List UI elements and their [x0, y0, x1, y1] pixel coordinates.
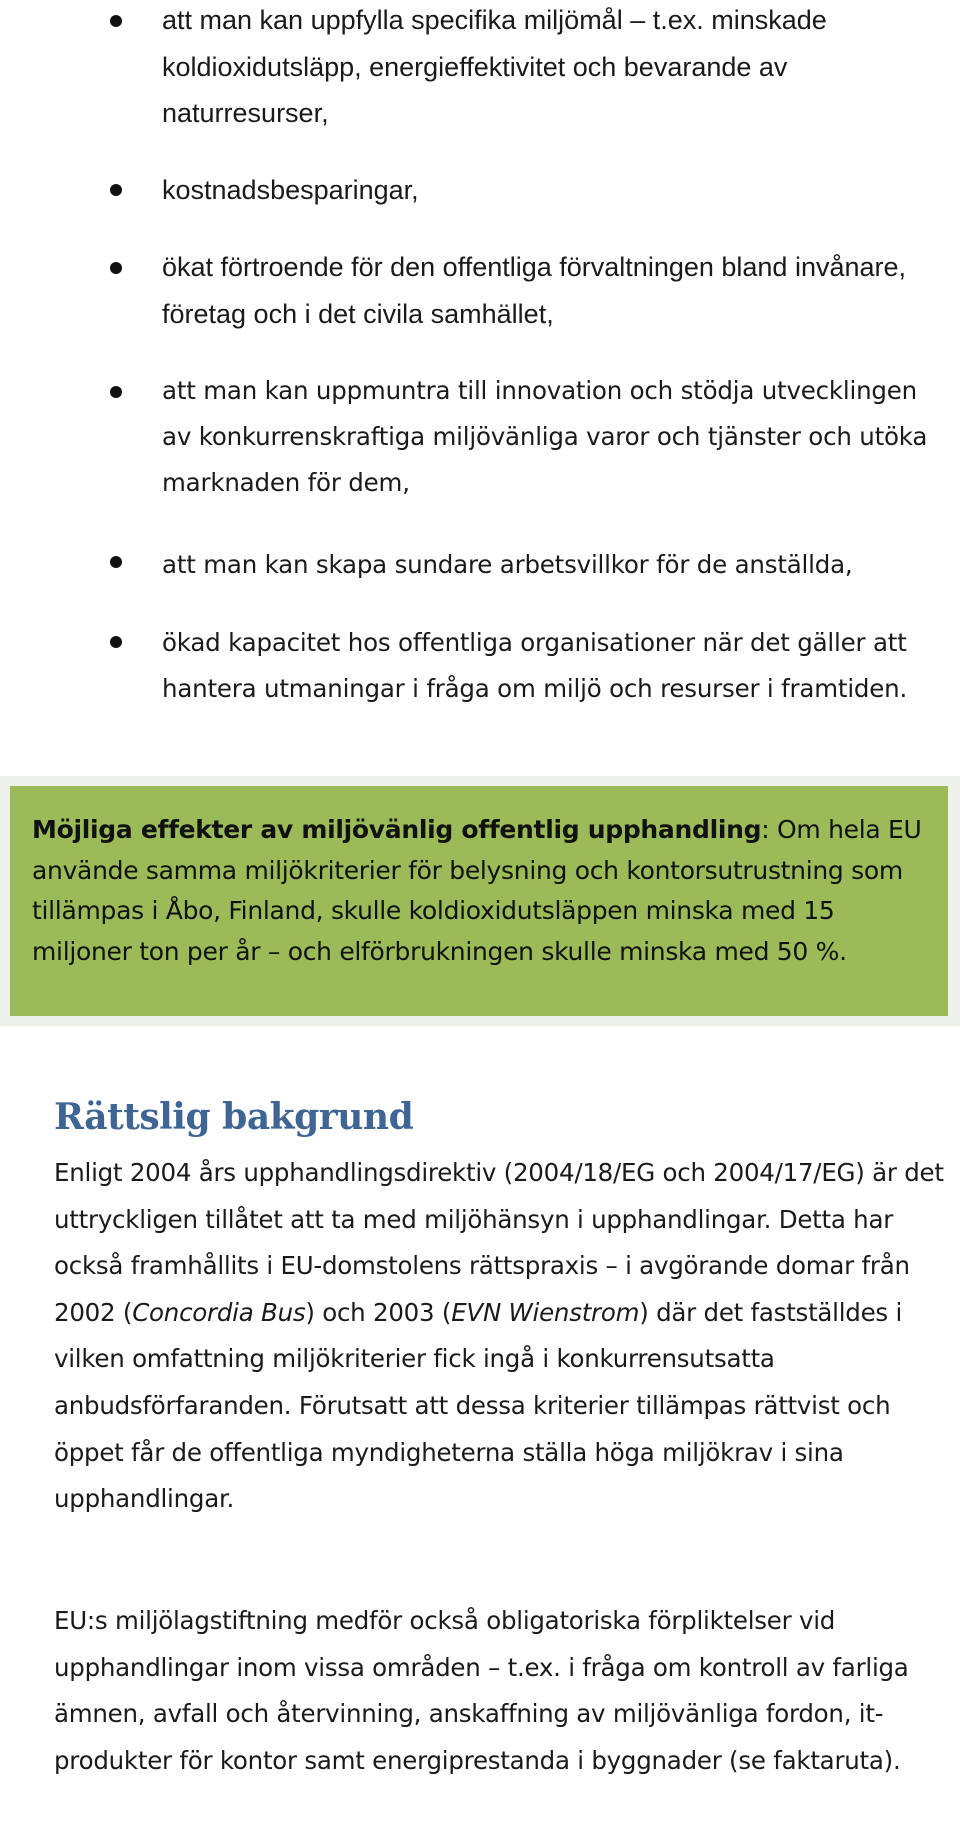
effect-callout-title: Möjliga effekter av miljövänlig offentlig upphandling: [32, 815, 762, 844]
effect-callout-text: [32, 810, 932, 972]
list-item-text: ökat förtroende för den offentliga förvaltningen bland invånare, företag och i det civila samhället,: [162, 252, 907, 329]
section-heading: Rättslig bakgrund: [54, 1096, 414, 1138]
list-item-text: ökad kapacitet hos offentliga organisationer när det gäller att hantera utmaningar i fråga om miljö och resurser i framtiden.: [162, 628, 908, 703]
list-item-text: kostnadsbesparingar,: [162, 175, 419, 205]
body-paragraph: [54, 1150, 954, 1523]
effect-callout: [10, 786, 948, 1016]
bullet-icon: [110, 15, 122, 27]
effect-callout-body: Om hela EU använde samma miljökriterier för belysning och kontorsutrustning som tillämpas i Åbo, Finland, skulle koldioxidutsläppen minska med 15 miljoner ton per år – och elförbrukningen skulle minska med 50 %.: [32, 815, 922, 966]
case-name: Concordia Bus: [132, 1297, 306, 1327]
effect-callout-separator: :: [761, 815, 770, 844]
bullet-icon: [110, 262, 122, 274]
list-item-text: att man kan uppmuntra till innovation och stödja utvecklingen av konkurrenskraftiga miljövänliga varor och tjänster och utöka marknaden för dem,: [162, 376, 928, 497]
bullet-icon: [110, 636, 122, 648]
body-paragraph: EU:s miljölagstiftning medför också obligatoriska förpliktelser vid upphandlingar inom vissa områden – t.ex. i fråga om kontroll av farliga ämnen, avfall och återvinning, anskaffning av miljövänliga fordon, it-produkter för kontor samt energiprestanda i byggnader (se faktaruta).: [54, 1606, 909, 1775]
list-item-text: att man kan uppfylla specifika miljömål – t.ex. minskade koldioxidutsläpp, energieffektivitet och bevarande av naturresurser,: [162, 5, 827, 128]
effect-callout-frame: [0, 776, 960, 1026]
paragraph-text: Enligt 2004 års upphandlingsdirektiv (2004/18/EG och 2004/17/EG) är det uttryckligen tillåtet att ta med miljöhänsyn i upphandlingar. Detta har också framhållits i EU-domstolens rättspraxis – i avgörande domar från 2002 (: [54, 1158, 944, 1327]
bullet-icon: [110, 386, 122, 398]
bullet-icon: [110, 556, 122, 568]
list-item-text: att man kan skapa sundare arbetsvillkor för de anställda,: [162, 550, 853, 579]
paragraph-text: ) där det fastställdes i vilken omfattning miljökriterier fick ingå i konkurrensutsatta anbudsförfaranden. Förutsatt att dessa kriterier tillämpas rättvist och öppet får de offentliga myndigheterna ställa höga miljökrav i sina upphandlingar.: [54, 1297, 903, 1514]
paragraph-text: ) och 2003 (: [305, 1297, 452, 1327]
bullet-icon: [110, 184, 122, 196]
case-name: EVN Wienstrom: [451, 1297, 640, 1327]
